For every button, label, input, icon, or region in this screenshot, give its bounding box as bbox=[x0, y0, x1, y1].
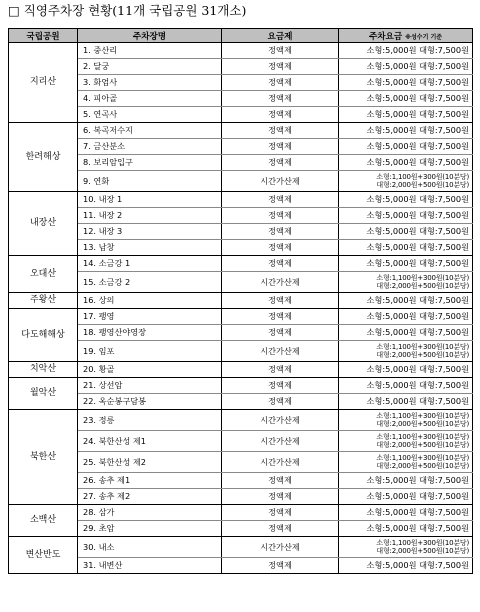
price-line: 소형:5,000원 대형:7,500원 bbox=[366, 327, 469, 337]
park-name-cell: 오대산 bbox=[9, 256, 78, 293]
price-line: 소형:5,000원 대형:7,500원 bbox=[366, 125, 469, 135]
header-fee-type: 요금제 bbox=[222, 29, 339, 43]
lot-name-cell: 7. 금산분소 bbox=[78, 139, 222, 155]
table-row bbox=[9, 240, 473, 256]
fee-type-cell: 정액제 bbox=[222, 59, 339, 75]
lot-name-cell: 13. 남창 bbox=[78, 240, 222, 256]
table-row bbox=[9, 272, 473, 293]
lot-name-cell: 19. 임포 bbox=[78, 341, 222, 362]
table-row bbox=[9, 171, 473, 192]
price-line: 대형:2,000원+500원(10분당) bbox=[376, 351, 469, 359]
lot-name-cell: 15. 소금강 2 bbox=[78, 272, 222, 293]
price-line: 소형:5,000원 대형:7,500원 bbox=[366, 141, 469, 151]
lot-name-cell: 4. 피아골 bbox=[78, 91, 222, 107]
table-header-row bbox=[9, 29, 473, 43]
table-row bbox=[9, 505, 473, 521]
price-line: 소형:5,000원 대형:7,500원 bbox=[366, 380, 469, 390]
fee-type-cell: 정액제 bbox=[222, 256, 339, 272]
lot-name-cell: 1. 중산리 bbox=[78, 43, 222, 59]
table-row bbox=[9, 192, 473, 208]
park-name-cell: 변산반도 bbox=[9, 537, 78, 574]
fee-type-cell: 정액제 bbox=[222, 139, 339, 155]
fee-type-cell: 정액제 bbox=[222, 107, 339, 123]
table-body bbox=[9, 43, 473, 574]
fee-type-cell: 정액제 bbox=[222, 240, 339, 256]
lot-name-cell: 14. 소금강 1 bbox=[78, 256, 222, 272]
lot-name-cell: 29. 초암 bbox=[78, 521, 222, 537]
lot-name-cell: 17. 팽영 bbox=[78, 309, 222, 325]
fee-type-cell: 정액제 bbox=[222, 378, 339, 394]
lot-name-cell: 18. 팽영산야영장 bbox=[78, 325, 222, 341]
lot-name-cell: 16. 상의 bbox=[78, 293, 222, 309]
lot-name-cell: 2. 달궁 bbox=[78, 59, 222, 75]
price-cell bbox=[339, 293, 473, 309]
lot-name-cell: 11. 내장 2 bbox=[78, 208, 222, 224]
price-line: 소형:5,000원 대형:7,500원 bbox=[366, 295, 469, 305]
price-line: 소형:5,000원 대형:7,500원 bbox=[366, 258, 469, 268]
price-line: 소형:1,100원+300원(10분당) bbox=[376, 172, 469, 181]
table-row bbox=[9, 208, 473, 224]
table-row bbox=[9, 75, 473, 91]
fee-type-cell: 정액제 bbox=[222, 293, 339, 309]
fee-type-cell: 정액제 bbox=[222, 473, 339, 489]
lot-name-cell: 12. 내장 3 bbox=[78, 224, 222, 240]
lot-name-cell: 3. 화엄사 bbox=[78, 75, 222, 91]
park-name-cell: 주왕산 bbox=[9, 293, 78, 309]
price-line: 소형:5,000원 대형:7,500원 bbox=[366, 77, 469, 87]
fee-type-cell: 시간가산제 bbox=[222, 171, 339, 192]
price-line: 소형:5,000원 대형:7,500원 bbox=[366, 364, 469, 374]
table-row bbox=[9, 452, 473, 473]
table-row bbox=[9, 43, 473, 59]
lot-name-cell: 30. 내소 bbox=[78, 537, 222, 558]
lot-name-cell: 5. 연곡사 bbox=[78, 107, 222, 123]
price-cell bbox=[339, 362, 473, 378]
lot-name-cell: 22. 옥순봉구담봉 bbox=[78, 394, 222, 410]
price-line: 대형:2,000원+500원(10분당) bbox=[376, 547, 469, 555]
price-cell bbox=[339, 431, 473, 452]
price-cell bbox=[339, 139, 473, 155]
price-cell bbox=[339, 192, 473, 208]
price-line: 대형:2,000원+500원(10분당) bbox=[376, 462, 469, 470]
price-line: 소형:5,000원 대형:7,500원 bbox=[366, 491, 469, 501]
price-line: 대형:2,000원+500원(10분당) bbox=[376, 282, 469, 290]
price-cell bbox=[339, 123, 473, 139]
fee-type-cell: 정액제 bbox=[222, 155, 339, 171]
price-cell bbox=[339, 309, 473, 325]
price-line: 소형:5,000원 대형:7,500원 bbox=[366, 226, 469, 236]
park-name-cell: 소백산 bbox=[9, 505, 78, 537]
price-line: 소형:5,000원 대형:7,500원 bbox=[366, 507, 469, 517]
header-lot: 주차장명 bbox=[78, 29, 222, 43]
lot-name-cell: 8. 보리암입구 bbox=[78, 155, 222, 171]
price-line: 소형:1,100원+300원(10분당) bbox=[376, 538, 469, 547]
table-row bbox=[9, 521, 473, 537]
price-line: 소형:1,100원+300원(10분당) bbox=[376, 432, 469, 441]
price-line: 소형:5,000원 대형:7,500원 bbox=[366, 109, 469, 119]
park-name-cell: 다도해해상 bbox=[9, 309, 78, 362]
price-cell bbox=[339, 537, 473, 558]
lot-name-cell: 6. 복곡저수지 bbox=[78, 123, 222, 139]
price-cell bbox=[339, 107, 473, 123]
table-row bbox=[9, 309, 473, 325]
park-name-cell: 북한산 bbox=[9, 410, 78, 505]
fee-type-cell: 정액제 bbox=[222, 325, 339, 341]
fee-type-cell: 정액제 bbox=[222, 192, 339, 208]
table-row bbox=[9, 341, 473, 362]
fee-type-cell: 시간가산제 bbox=[222, 272, 339, 293]
fee-type-cell: 정액제 bbox=[222, 505, 339, 521]
park-name-cell: 치악산 bbox=[9, 362, 78, 378]
fee-type-cell: 정액제 bbox=[222, 558, 339, 574]
price-cell bbox=[339, 489, 473, 505]
table-row bbox=[9, 123, 473, 139]
price-line: 소형:1,100원+300원(10분당) bbox=[376, 411, 469, 420]
price-line: 소형:1,100원+300원(10분당) bbox=[376, 453, 469, 462]
fee-type-cell: 정액제 bbox=[222, 394, 339, 410]
price-line: 소형:5,000원 대형:7,500원 bbox=[366, 311, 469, 321]
price-cell bbox=[339, 208, 473, 224]
header-price bbox=[339, 29, 473, 43]
parking-table bbox=[8, 28, 473, 574]
lot-name-cell: 20. 황골 bbox=[78, 362, 222, 378]
fee-type-cell: 정액제 bbox=[222, 43, 339, 59]
price-line: 소형:5,000원 대형:7,500원 bbox=[366, 45, 469, 55]
header-price-note: ※성수기 기준 bbox=[405, 33, 443, 41]
lot-name-cell: 9. 연화 bbox=[78, 171, 222, 192]
price-line: 소형:5,000원 대형:7,500원 bbox=[366, 93, 469, 103]
price-cell bbox=[339, 43, 473, 59]
table-row bbox=[9, 91, 473, 107]
lot-name-cell: 10. 내장 1 bbox=[78, 192, 222, 208]
price-line: 소형:5,000원 대형:7,500원 bbox=[366, 61, 469, 71]
document-heading: □ 직영주차장 현황(11개 국립공원 31개소) bbox=[8, 3, 247, 18]
lot-name-cell: 27. 송추 제2 bbox=[78, 489, 222, 505]
price-line: 소형:1,100원+300원(10분당) bbox=[376, 342, 469, 351]
lot-name-cell: 26. 송추 제1 bbox=[78, 473, 222, 489]
price-cell bbox=[339, 505, 473, 521]
table-row bbox=[9, 293, 473, 309]
table-row bbox=[9, 378, 473, 394]
price-line: 소형:5,000원 대형:7,500원 bbox=[366, 194, 469, 204]
fee-type-cell: 정액제 bbox=[222, 75, 339, 91]
fee-type-cell: 정액제 bbox=[222, 489, 339, 505]
table-row bbox=[9, 107, 473, 123]
price-cell bbox=[339, 341, 473, 362]
price-cell bbox=[339, 473, 473, 489]
table-row bbox=[9, 362, 473, 378]
price-cell bbox=[339, 224, 473, 240]
table-row bbox=[9, 59, 473, 75]
fee-type-cell: 시간가산제 bbox=[222, 537, 339, 558]
price-cell bbox=[339, 452, 473, 473]
park-name-cell: 월악산 bbox=[9, 378, 78, 410]
header-price-label: 주차요금 bbox=[368, 31, 403, 42]
price-line: 소형:5,000원 대형:7,500원 bbox=[366, 157, 469, 167]
price-cell bbox=[339, 91, 473, 107]
price-line: 소형:5,000원 대형:7,500원 bbox=[366, 396, 469, 406]
price-cell bbox=[339, 240, 473, 256]
table-row bbox=[9, 155, 473, 171]
price-cell bbox=[339, 75, 473, 91]
fee-type-cell: 정액제 bbox=[222, 521, 339, 537]
fee-type-cell: 정액제 bbox=[222, 362, 339, 378]
price-line: 대형:2,000원+500원(10분당) bbox=[376, 181, 469, 189]
fee-type-cell: 시간가산제 bbox=[222, 341, 339, 362]
fee-type-cell: 시간가산제 bbox=[222, 452, 339, 473]
price-line: 소형:5,000원 대형:7,500원 bbox=[366, 475, 469, 485]
table-row bbox=[9, 139, 473, 155]
lot-name-cell: 21. 상선암 bbox=[78, 378, 222, 394]
price-line: 소형:5,000원 대형:7,500원 bbox=[366, 523, 469, 533]
fee-type-cell: 시간가산제 bbox=[222, 410, 339, 431]
price-cell bbox=[339, 325, 473, 341]
table-row bbox=[9, 431, 473, 452]
price-line: 소형:5,000원 대형:7,500원 bbox=[366, 242, 469, 252]
price-cell bbox=[339, 59, 473, 75]
lot-name-cell: 31. 내변산 bbox=[78, 558, 222, 574]
price-cell bbox=[339, 410, 473, 431]
table-row bbox=[9, 224, 473, 240]
price-cell bbox=[339, 171, 473, 192]
park-name-cell: 한려해상 bbox=[9, 123, 78, 192]
fee-type-cell: 정액제 bbox=[222, 224, 339, 240]
fee-type-cell: 정액제 bbox=[222, 91, 339, 107]
fee-type-cell: 시간가산제 bbox=[222, 431, 339, 452]
fee-type-cell: 정액제 bbox=[222, 208, 339, 224]
table-row bbox=[9, 394, 473, 410]
fee-type-cell: 정액제 bbox=[222, 123, 339, 139]
price-cell bbox=[339, 521, 473, 537]
table-row bbox=[9, 410, 473, 431]
lot-name-cell: 23. 정릉 bbox=[78, 410, 222, 431]
table-row bbox=[9, 537, 473, 558]
park-name-cell: 내장산 bbox=[9, 192, 78, 256]
price-line: 소형:5,000원 대형:7,500원 bbox=[366, 560, 469, 570]
price-cell bbox=[339, 378, 473, 394]
header-park: 국립공원 bbox=[9, 29, 78, 43]
table-row bbox=[9, 256, 473, 272]
table-row bbox=[9, 489, 473, 505]
table-row bbox=[9, 558, 473, 574]
price-cell bbox=[339, 155, 473, 171]
price-line: 소형:5,000원 대형:7,500원 bbox=[366, 210, 469, 220]
lot-name-cell: 28. 삼가 bbox=[78, 505, 222, 521]
price-line: 대형:2,000원+500원(10분당) bbox=[376, 441, 469, 449]
lot-name-cell: 25. 북한산성 제2 bbox=[78, 452, 222, 473]
park-name-cell: 지리산 bbox=[9, 43, 78, 123]
lot-name-cell: 24. 북한산성 제1 bbox=[78, 431, 222, 452]
price-cell bbox=[339, 272, 473, 293]
price-cell bbox=[339, 256, 473, 272]
table-row bbox=[9, 325, 473, 341]
price-line: 소형:1,100원+300원(10분당) bbox=[376, 273, 469, 282]
price-line: 대형:2,000원+500원(10분당) bbox=[376, 420, 469, 428]
table-row bbox=[9, 473, 473, 489]
fee-type-cell: 정액제 bbox=[222, 309, 339, 325]
price-cell bbox=[339, 394, 473, 410]
price-cell bbox=[339, 558, 473, 574]
